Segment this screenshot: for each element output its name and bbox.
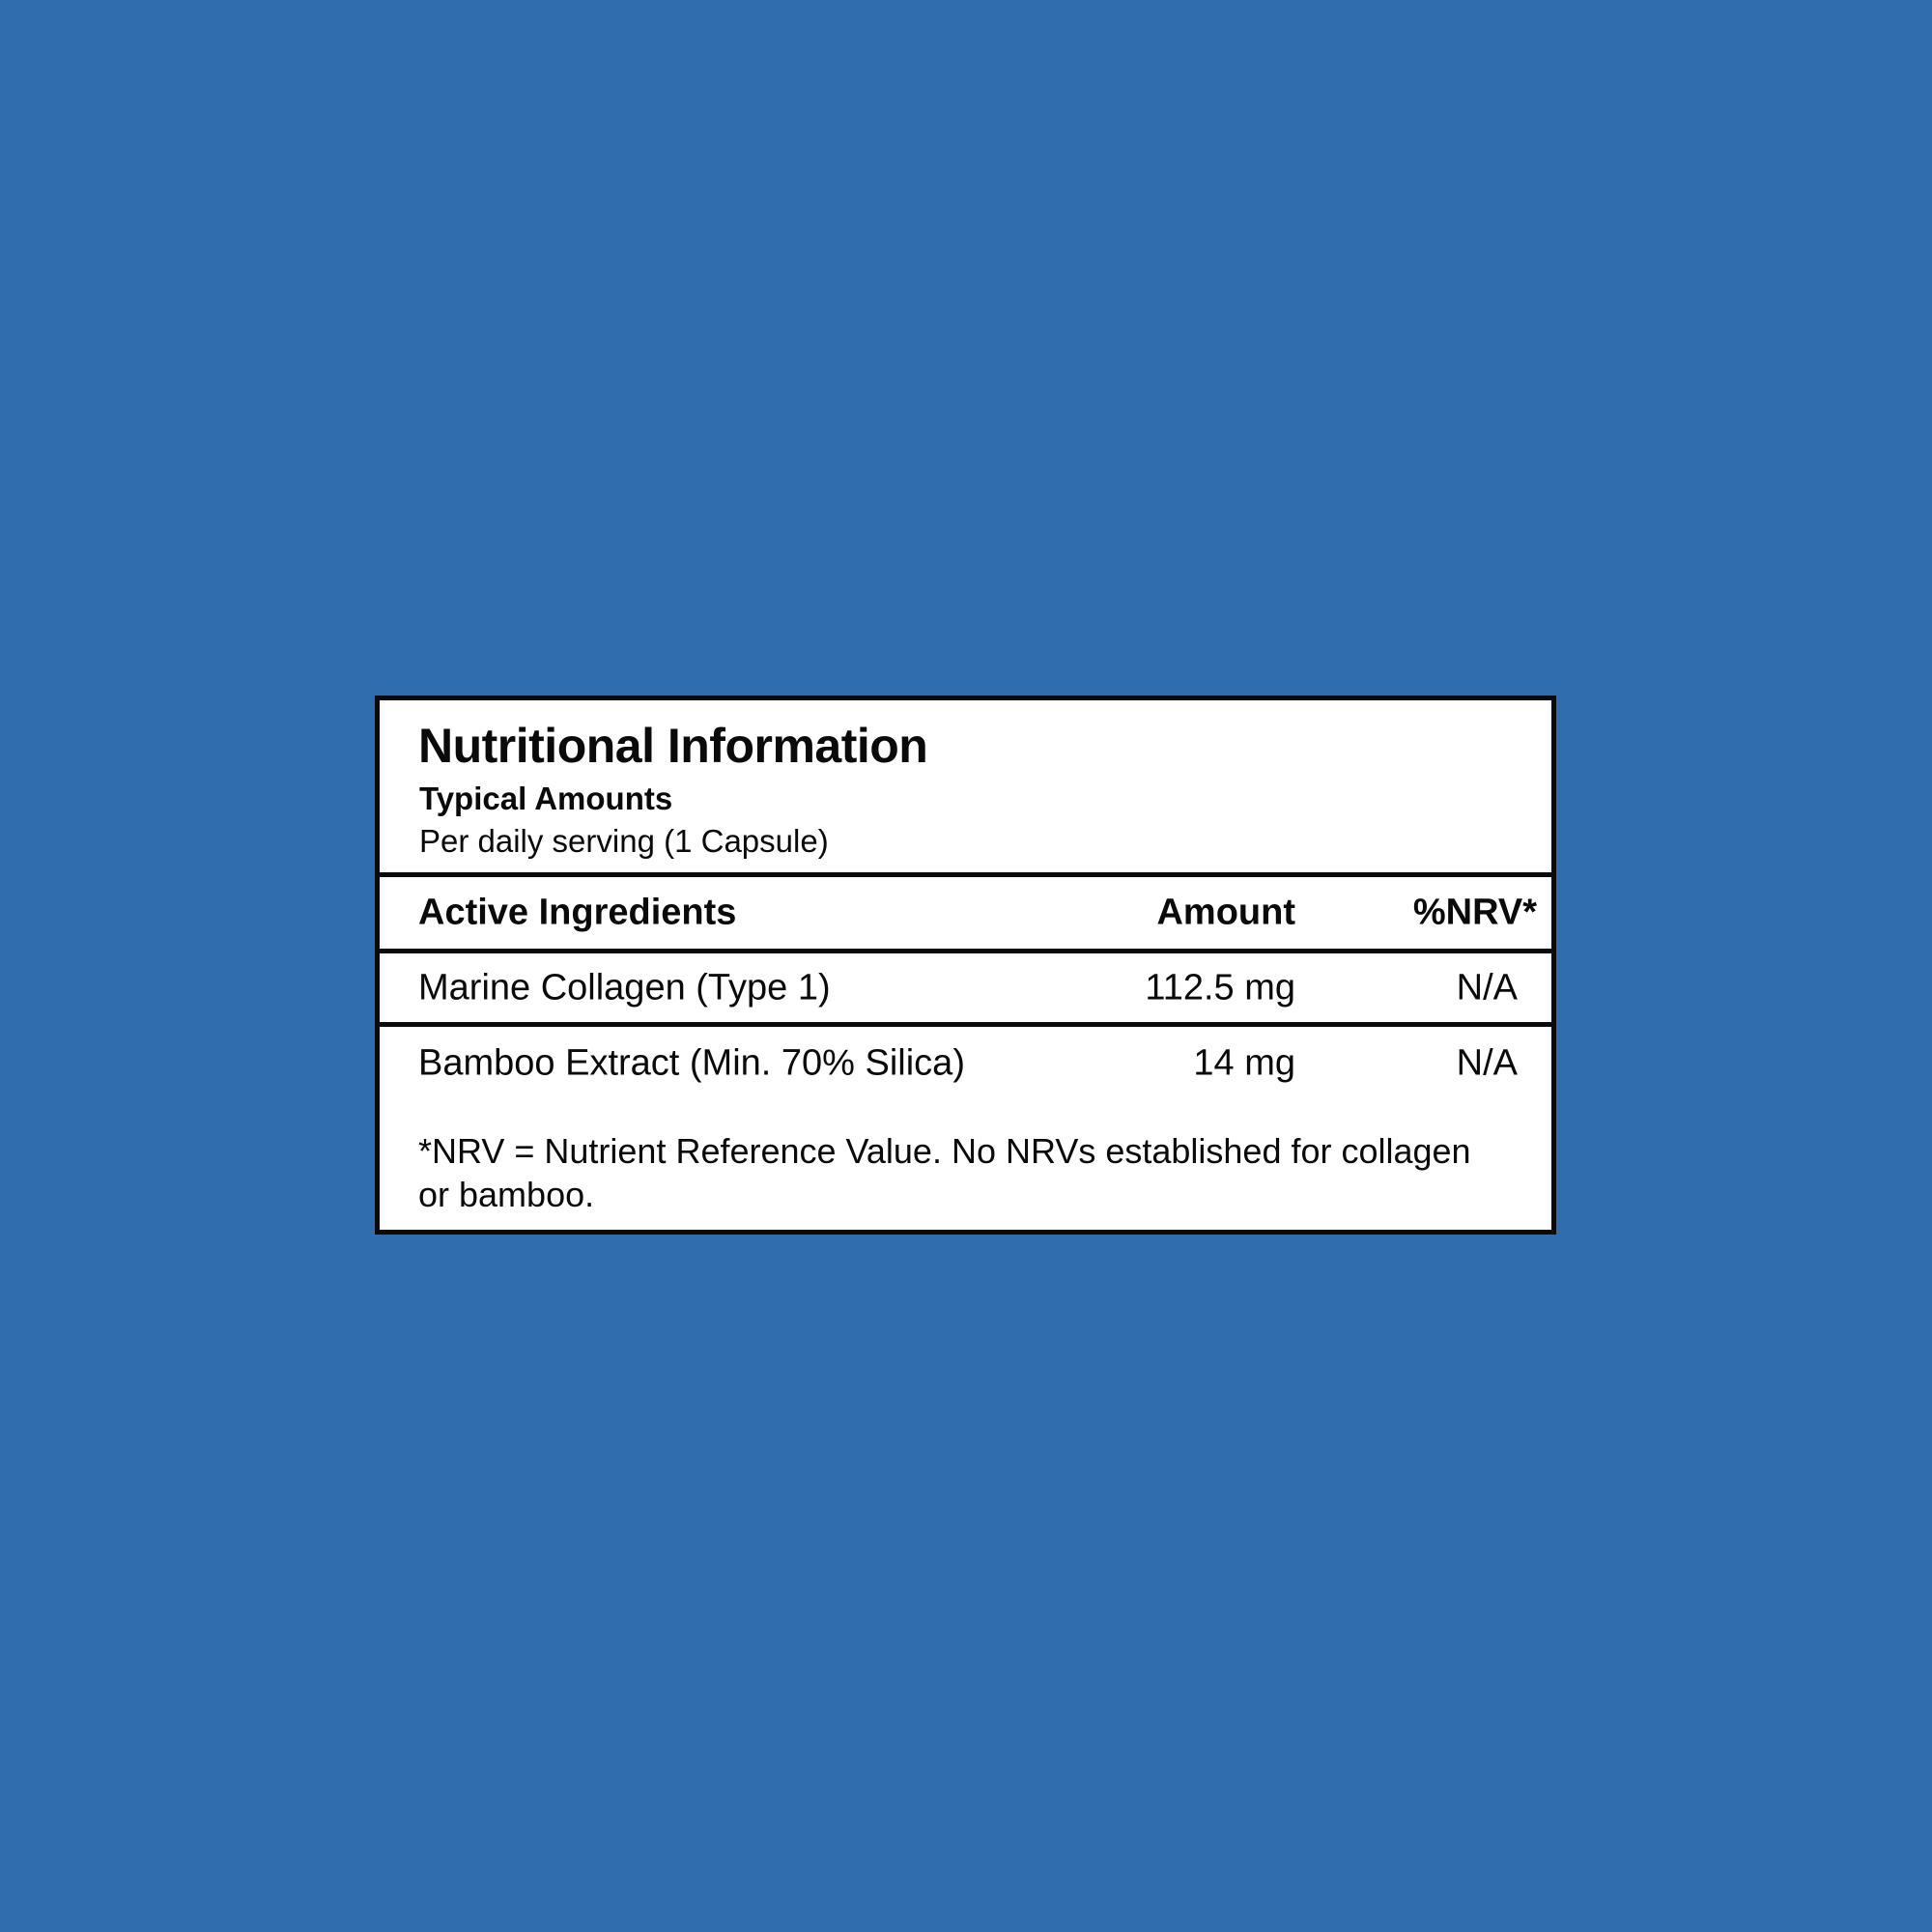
header-ingredients: Active Ingredients — [418, 892, 737, 933]
ingredient-name: Marine Collagen (Type 1) — [418, 967, 831, 1008]
label-header — [380, 700, 1551, 877]
table-row — [380, 953, 1551, 1027]
label-subtitle: Typical Amounts — [419, 781, 673, 816]
header-amount: Amount — [1156, 892, 1295, 933]
ingredient-amount: 112.5 mg — [1145, 967, 1295, 1008]
label-title: Nutritional Information — [418, 719, 928, 773]
serving-size-text: Per daily serving (1 Capsule) — [419, 823, 829, 859]
ingredient-nrv: N/A — [1456, 967, 1518, 1008]
nutrition-label-panel — [375, 696, 1556, 1235]
ingredient-name: Bamboo Extract (Min. 70% Silica) — [418, 1042, 965, 1084]
header-nrv: %NRV* — [1412, 892, 1537, 933]
table-header-row — [380, 877, 1551, 953]
nrv-footnote: *NRV = Nutrient Reference Value. No NRVs established for collagen or bamboo. — [418, 1131, 1471, 1214]
ingredient-nrv: N/A — [1456, 1042, 1518, 1084]
table-row — [380, 1027, 1551, 1100]
ingredient-amount: 14 mg — [1193, 1042, 1295, 1084]
